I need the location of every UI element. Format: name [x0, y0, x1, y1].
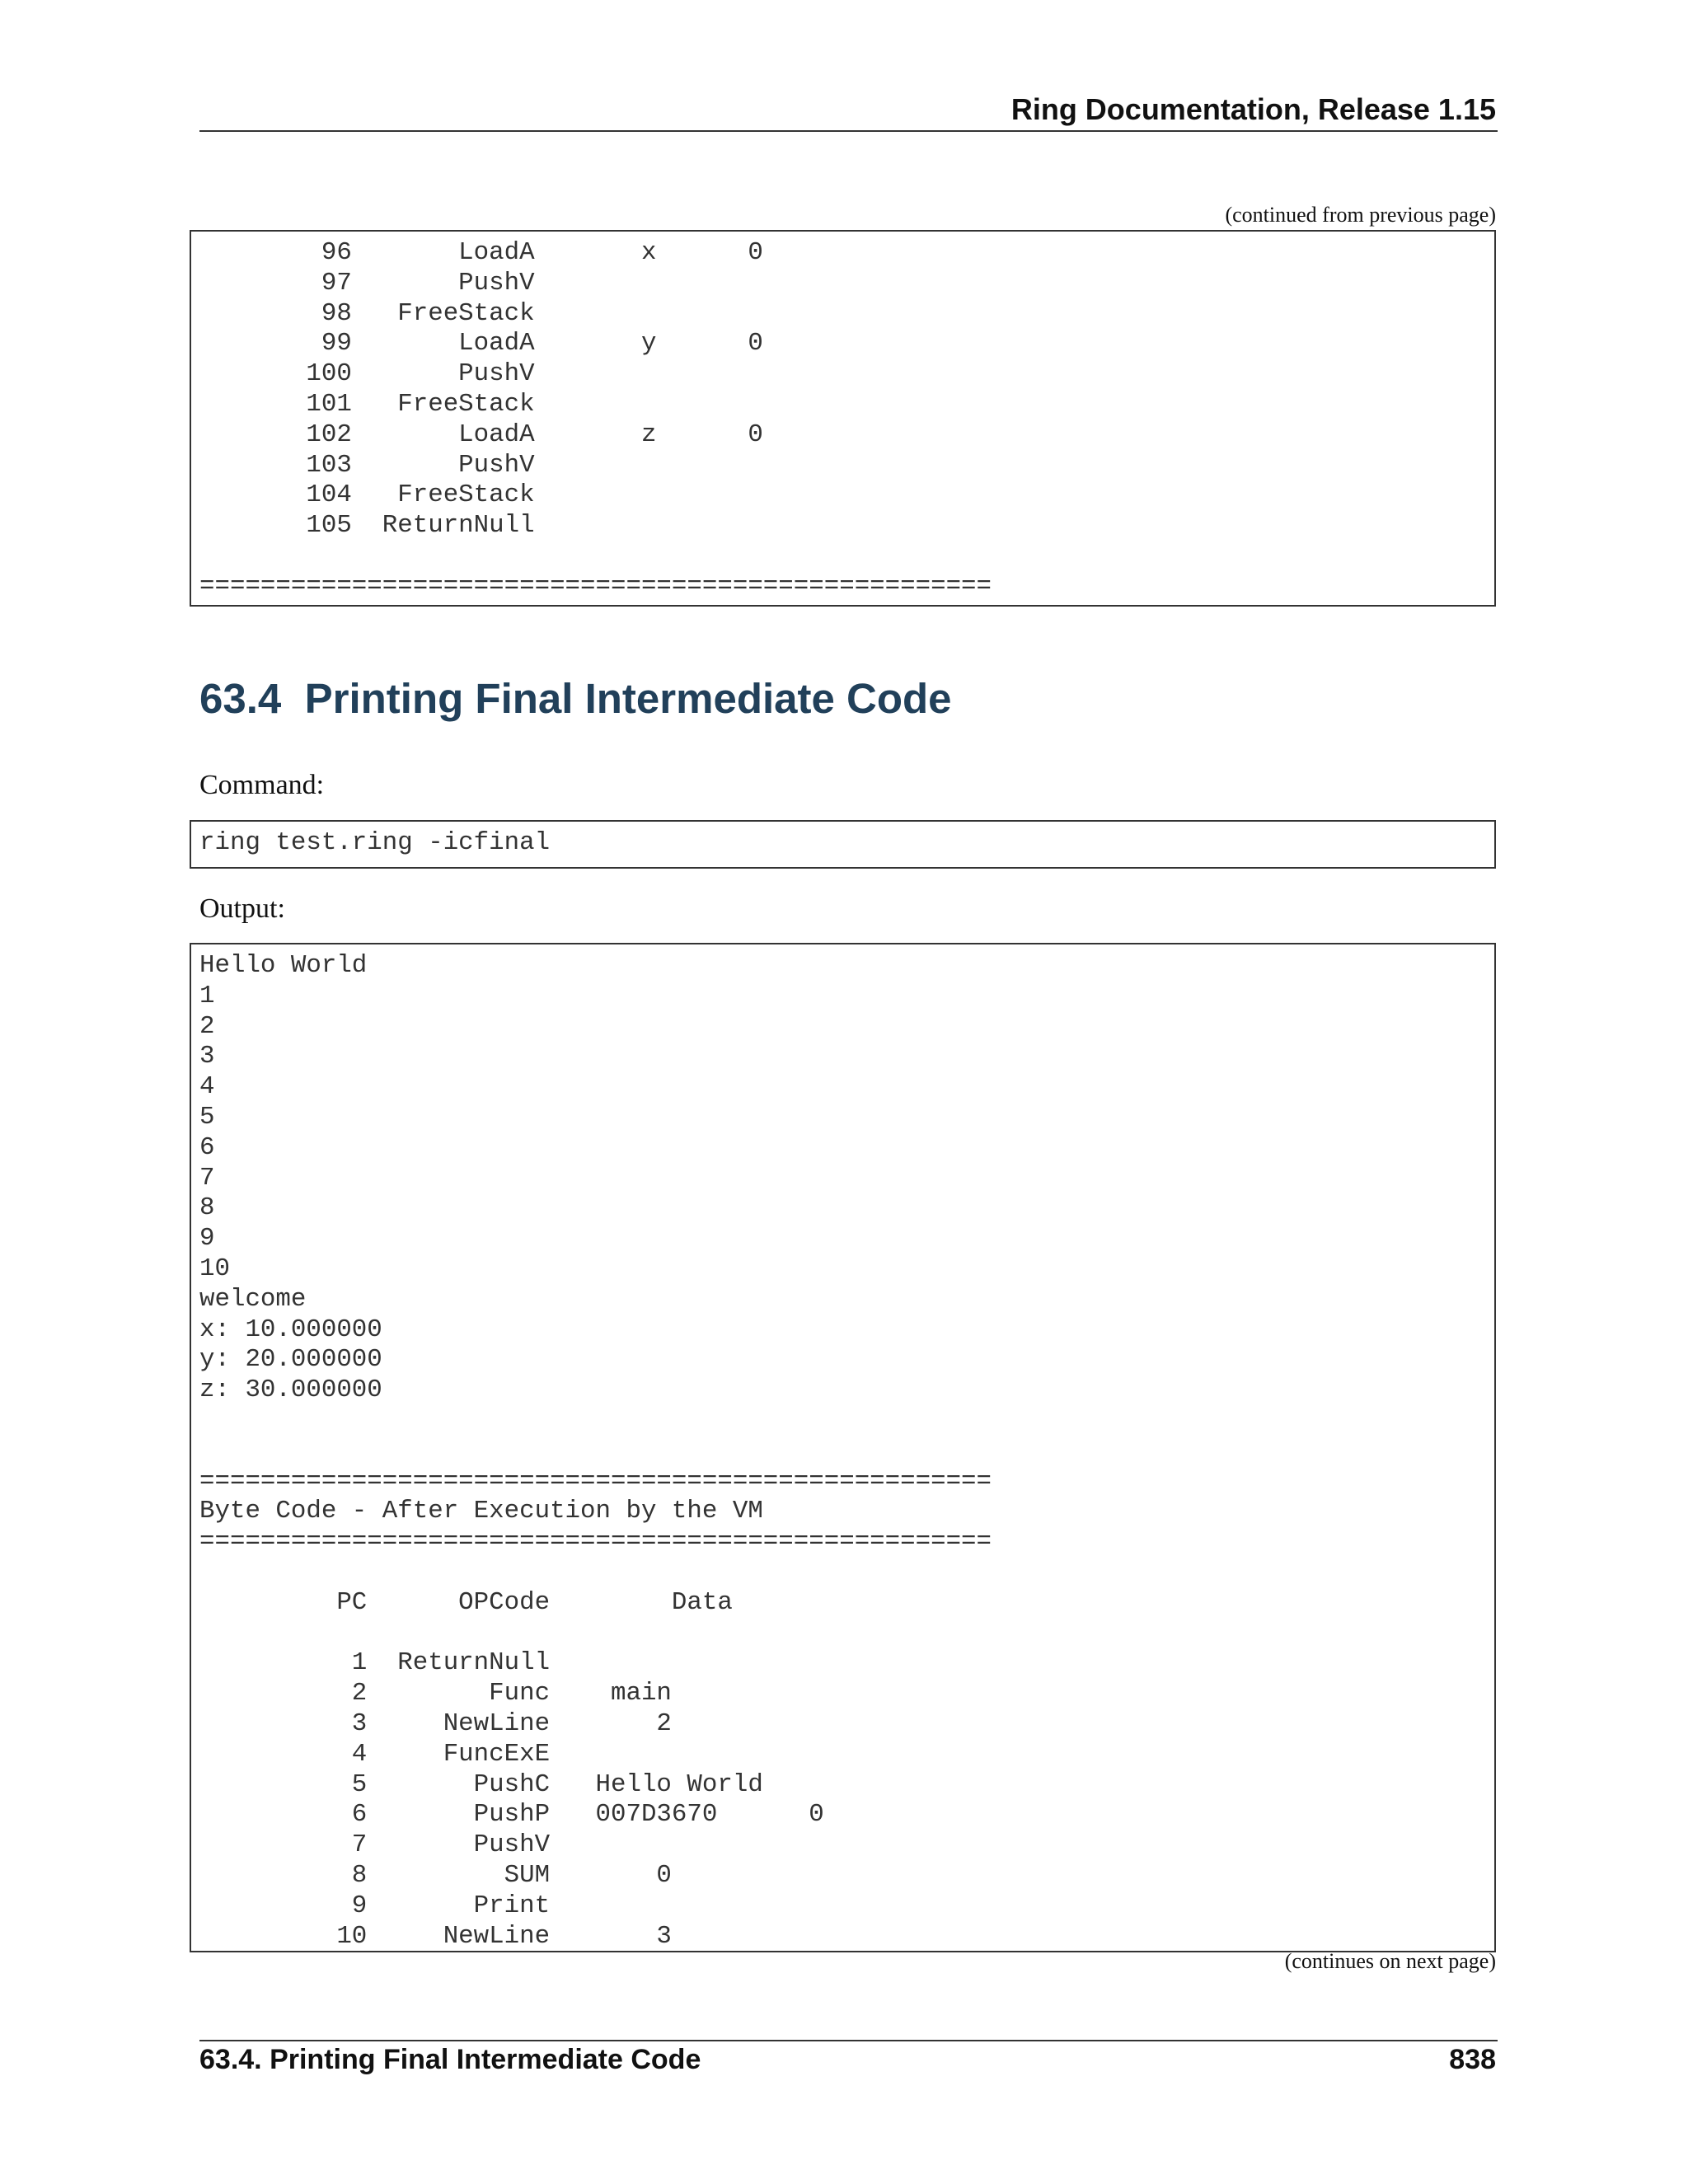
footer-rule [199, 2040, 1498, 2041]
section-number: 63.4 [199, 675, 282, 722]
command-label: Command: [199, 770, 325, 800]
code-block-continued [190, 230, 1496, 607]
continues-note: (continues on next page) [1284, 1949, 1496, 1973]
code-text: 96 LoadA x 0 97 PushV 98 FreeStack 99 LoadA y 0 100 PushV 101 FreeStack 102 LoadA z 0 103 PushV 104 FreeStack 105 ReturnNull ==================================================== [199, 238, 992, 601]
running-header-title: Ring Documentation, Release 1.15 [1010, 92, 1496, 126]
header-rule [199, 130, 1498, 132]
command-code-block [190, 820, 1496, 869]
output-label: Output: [199, 893, 285, 924]
output-code-block [190, 943, 1496, 1952]
continued-from-note: (continued from previous page) [1225, 203, 1496, 227]
command-text: ring test.ring -icfinal [199, 828, 551, 857]
output-text: Hello World 1 2 3 4 5 6 7 8 9 10 welcome x: 10.000000 y: 20.000000 z: 30.000000 ==================================================== Byte Code - After Execution by the VM ==================================================== PC OPCode Data 1 ReturnNull 2 Func main 3 NewLine 2 4 FuncExE 5 PushC Hello World 6 PushP 007D3670 0 7 PushV 8 SUM 0 9 Print 10 NewLine 3 [199, 951, 992, 1951]
section-heading [199, 674, 952, 723]
section-title: Printing Final Intermediate Code [304, 675, 952, 722]
footer-section-title: 63.4. Printing Final Intermediate Code [199, 2044, 701, 2075]
page-number: 838 [1449, 2044, 1496, 2075]
